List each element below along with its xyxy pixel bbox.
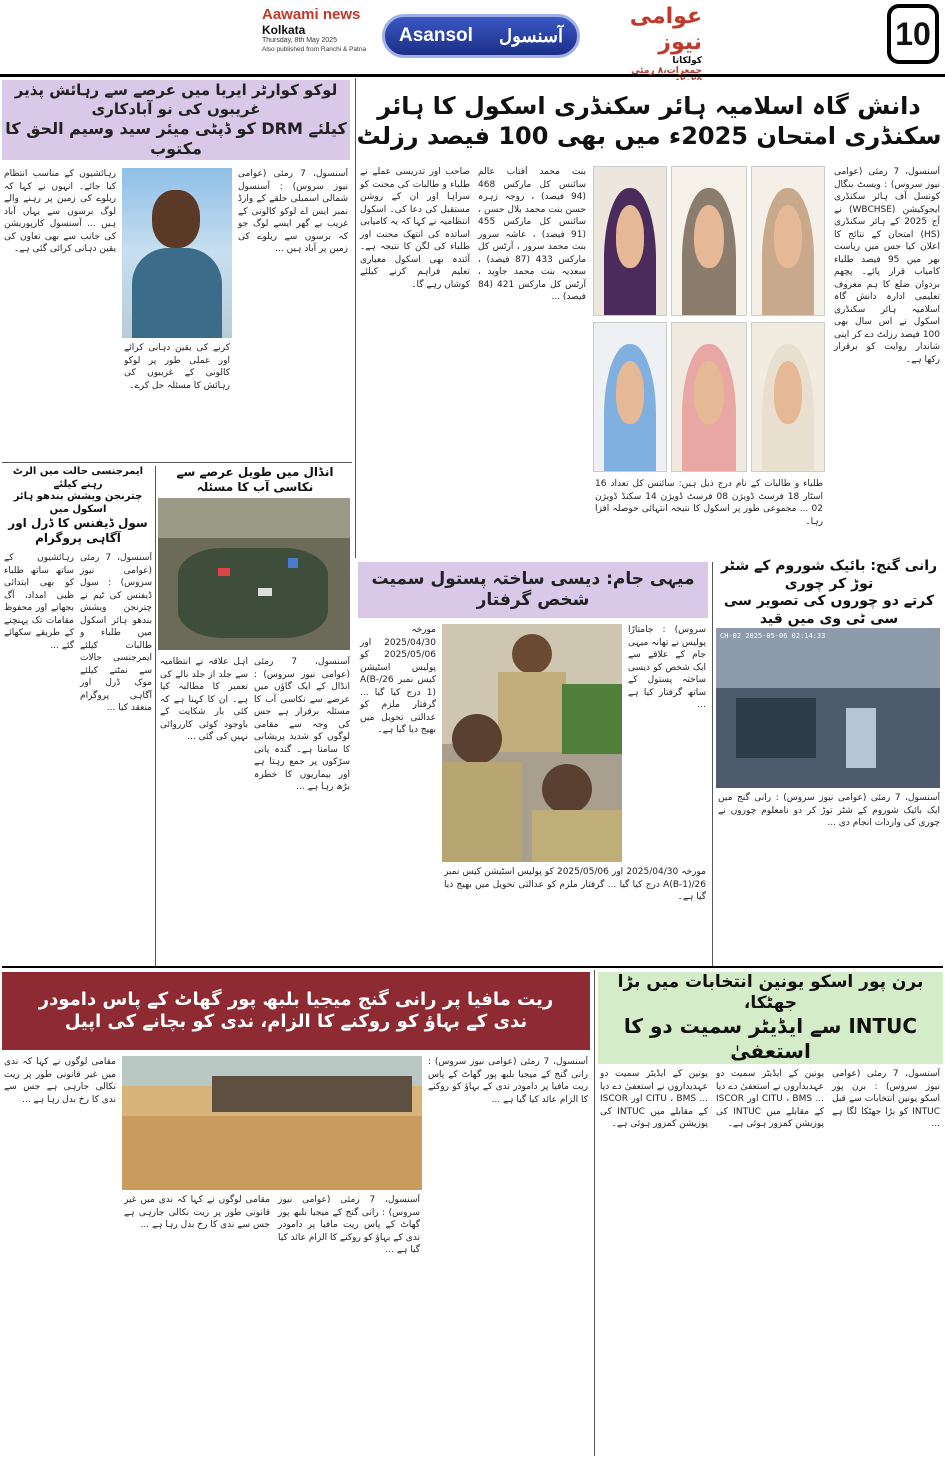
student-photo-5 [671,322,747,472]
school-result-column-3: بنت محمد آفتاب عالم سائنس کل مارکس 468 (94 فیصد) ، زوجہ زہرہ حسن بنت محمد بلال حسن ، سائنس کل مارکس 455 (91 فیصد) ، عاشہ سرور بنت محمد سرور ، آرٹس کل مارکس 433 (87 فیصد) ، سعدیہ بنت محمد جاوید ، آرٹس کل مارکس 421 (84 فیصد) ... [478,167,587,302]
sand-mafia-headline-line2: ندی کے بہاؤ کو روکنے کا الزام، ندی کو بچانے کی اپیل [64,1011,528,1032]
school-result-column-2: طلباء و طالبات کے نام درج ذیل ہیں: سائنس کل تعداد 16 اسٹار 18 فرسٹ ڈویژن 08 فرسٹ ڈویژن 14 سکنڈ ڈویژن 02 ... مجموعی طور پر اسکول کا نتیجہ انتہائی حوصلہ افزا رہا۔ [595,479,823,527]
water-problem-column-2: اہل علاقہ نے انتظامیہ سے جلد از جلد نالے کی تعمیر کا مطالبہ کیا ہے۔ ان کا کہنا ہے کہ کئی بار شکایت کے باوجود کوئی کارروائی نہیں کی گئی ... [160,657,248,742]
date-urdu: جمعرات،۸ رمئی [631,66,702,76]
water-problem-column-1: آسنسول، 7 رمئی (عوامی نیوز سروس) : انڈال کے ایک گاؤں میں عرصے سے نکاسی آب کا مسئلہ برقرار ہے جس کی وجہ سے مقامی لوگوں کو شدید پریشانی کا سامنا ہے۔ گندہ پانی سڑکوں پر جمع رہتا ہے اور بیماریوں کا خطرہ بڑھ رہا ہے ... [254,657,350,792]
date-english: Thursday, 8th May 2025 [262,37,337,44]
also-published: Also published from Ranchi & Patna [262,46,367,53]
city-urdu: کولکاتا [672,56,702,66]
sand-mafia-column-4: مقامی لوگوں نے کہا کہ ندی میں غیر قانونی طور پر ریت نکالی جارہی ہے جس سے ندی کا رخ بدل رہا ہے ... [124,1195,270,1230]
edition-english: Asansol [399,25,473,46]
student-photo-6 [593,322,667,472]
sand-mafia-headline-line1: ریت مافیا پر رانی گنج میجیا بلبھ پور گھاٹ کے پاس دامودر [38,988,554,1010]
union-election-column-2: یونین کے ایڈیٹر سمیت دو عہدیداروں نے استعفیٰ دے دیا ... CITU ، BMS اور ISCOR کے مقابلے میں INTUC کی پوزیشن کمزور ہوئی ہے۔ [716,1069,824,1129]
student-photo-4 [751,322,825,472]
brand-english: Aawami news [262,6,361,23]
loco-colony-headline-line1: لوکو کوارٹر ایریا میں عرصے سے رہائش پذیر غریبوں کی نو آبادکاری [14,81,338,118]
bike-theft-column-1: آسنسول، 7 رمئی (عوامی نیوز سروس) : رانی گنج میں ایک بائیک شوروم کے شٹر توڑ کر دو نامعلوم چوروں نے چوری کی واردات انجام دی ... [718,793,940,828]
divider [155,466,156,966]
page-number: 10 [887,4,939,64]
mock-drill-headline-text: سول ڈیفنس کا ڈرل اور آگاہی پروگرام [8,516,148,545]
union-election-headline [598,972,943,1064]
school-result-headline [355,80,943,162]
bike-theft-headline-line1: رانی گنج: بائیک شوروم کے شٹر توڑ کر چوری [720,558,938,592]
water-problem-headline-text: انڈال میں طویل عرصے سے نکاسی آب کا مسئلہ [176,465,334,494]
mock-drill-kicker-1: ایمرجنسی حالت میں الرٹ رہنے کیلئے [12,466,144,490]
water-problem-headline [158,466,352,494]
divider [2,966,943,968]
divider [594,970,595,1456]
loco-colony-column-3: رہائشیوں کے مناسب انتظام کیا جائے۔ انہوں نے کہا کہ ریلوے کی زمین پر رہنے والے لوگ برسوں سے یہاں آباد ہیں ... آسنسول کارپوریشن کی جانب سے بھی تعاون کی یقین دہانی کرائی گئی ہے۔ [4,169,116,254]
union-election-column-3: یونین کے ایڈیٹر سمیت دو عہدیداروں نے استعفیٰ دے دیا ... CITU ، BMS اور ISCOR کے مقابلے میں INTUC کی پوزیشن کمزور ہوئی ہے۔ [600,1069,708,1129]
cctv-photo [716,628,940,788]
sand-mafia-column-1: آسنسول، 7 رمئی (عوامی نیوز سروس) : رانی گنج کے میجیا بلبھ پور گھاٹ کے پاس ریت مافیا پر دامودر ندی کے بہاؤ کو روکنے کا الزام عائد کیا گیا ہے ... [428,1057,588,1105]
pistol-arrest-column-3: مورخہ 2025/04/30 اور 2025/05/06 کو پولیس اسٹیشن کیس نمبر 26/A(B-1) درج کیا گیا ... گرفتار ملزم کو عدالتی تحویل میں بھیج دیا گیا ہے۔ [444,867,707,902]
school-result-headline-line1: دانش گاہ اسلامیہ ہائر سکنڈری اسکول کا ہائر [377,92,921,120]
union-election-headline-line2: INTUC سے ایڈیٹر سمیت دو کا استعفیٰ [623,1014,918,1064]
sand-mafia-column-3: آسنسول، 7 رمئی (عوامی نیوز سروس) : رانی گنج کے میجیا بلبھ پور گھاٹ کے پاس ریت مافیا پر دامودر ندی کے بہاؤ کو روکنے کا الزام عائد کیا گیا ہے ... [278,1195,420,1255]
divider [2,462,352,463]
edition-urdu: آسنسول [499,25,563,46]
loco-colony-column-1: آسنسول، 7 رمئی (عوامی نیوز سروس) : آسنسول شمالی اسمبلی حلقے کے وارڈ نمبر ایس اے لوکو کالونی کے غریب بے گھر ایسے لوگ جو کہ برسوں سے ریلوے کی زمین پر آباد ہیں ... [238,169,348,254]
loco-colony-headline-line2: کیلئے DRM کو ڈپٹی میئر سید وسیم الحق کا مکتوب [5,118,347,158]
deputy-mayor-photo [122,168,232,338]
mock-drill-kicker-2: چترنجن ویشش بندھو ہائر اسکول میں [13,491,143,515]
sand-mafia-headline [2,972,590,1050]
drainage-photo [158,498,350,650]
brand-urdu: عوامی نیوز [629,4,702,55]
police-press-photo [442,624,622,862]
union-election-headline-line1: برن پور اسکو یونین انتخابات میں بڑا جھٹکا، [617,971,924,1013]
pistol-arrest-headline [358,562,708,618]
school-result-column-1: آسنسول، 7 رمئی (عوامی نیوز سروس) : ویسٹ بنگال کونسل آف ہائر سکنڈری ایجوکیشن (WBCHSE) نے آج 2025 کے ہائر سکنڈری (HS) امتحان کے نتائج کا اعلان کیا جس میں ریاست بھر میں 95 فیصد طلباء کامیاب قرار پائے۔ پچھم بردوان ضلع کا ہم معروف تعلیمی ادارہ دانش گاہ اسلامیہ ہائر سکنڈری اسکول نے اس سال بھی 100 فیصد رزلٹ دے کر اپنی شاندار روایت کو برقرار رکھا ہے۔ [834,167,941,365]
divider [355,78,356,558]
divider [712,562,713,966]
pistol-arrest-headline-text: میہی جام: دیسی ساختہ پستول سمیت شخص گرفتار [371,568,695,610]
masthead-urdu [602,4,702,86]
cctv-timestamp: CH-02 2025-05-06 02:14:33 [720,632,826,640]
masthead [0,0,945,77]
student-photo-1 [751,166,825,316]
pistol-arrest-column-2: مورخہ 2025/04/30 اور 2025/05/06 کو پولیس اسٹیشن کیس نمبر 26/A(B-1) درج کیا گیا ... گرفتار ملزم کو عدالتی تحویل میں بھیج دیا گیا ہے۔ [360,625,436,735]
mock-drill-headline [2,466,154,546]
masthead-english [262,6,372,53]
pistol-arrest-column-1: سروس) : جامتاڑا پولیس نے تھانہ میہی جام کے علاقے سے ایک شخص کو دیسی ساختہ پستول کے ساتھ گرفتار کیا ہے ... [628,625,706,710]
bike-theft-headline [716,558,942,627]
student-photo-3 [593,166,667,316]
mock-drill-column-2: رہائشیوں کے ساتھ ساتھ طلباء کو بھی ابتدائی طبی امداد، آگ بجھانے اور محفوظ مقامات تک پہنچنے کے طریقے سکھائے گئے ... [4,553,74,651]
loco-colony-headline [2,80,350,160]
mock-drill-column-1: آسنسول، 7 رمئی (عوامی نیوز سروس) : سول ڈیفنس کی ٹیم نے چترنجن ویشش بندھو ہائر اسکول میں طلباء و طالبات کیلئے ایمرجنسی حالات سے نمٹنے کیلئے موک ڈرل اور آگاہی پروگرام منعقد کیا ... [80,553,152,713]
city-english: Kolkata [262,23,306,37]
school-result-headline-line2: سکنڈری امتحان 2025ء میں بھی 100 فیصد رزلٹ [356,122,942,150]
loco-colony-column-2: کرنے کی یقین دہانی کرائے اور عملی طور پر لوکو کالونی کے غریبوں کی رہائش کا مسئلہ حل کرے۔ [124,343,230,391]
sand-site-photo [122,1056,422,1190]
edition-badge [382,14,580,58]
school-result-column-4: صاحب اور تدریسی عملے نے طلباء و طالبات کی محنت کو سراہا اور ان کے روشن مستقبل کی دعا کی۔ اسکول انتظامیہ نے کہا کہ یہ کامیابی اساتذہ کی انتھک محنت اور طلباء کی لگن کا نتیجہ ہے۔ آئندہ بھی اسکول معیاری تعلیم فراہم کرنے کیلئے کوشاں رہے گا۔ [360,167,470,290]
union-election-column-1: آسنسول، 7 رمئی (عوامی نیوز سروس) : برن پور اسکو یونین انتخابات سے قبل INTUC کو بڑا جھٹکا لگا ہے ... [832,1069,940,1129]
student-photo-2 [671,166,747,316]
bike-theft-headline-line2: کرتے دو چوروں کی تصویر سی سی ٹی وی میں قید [723,593,935,627]
sand-mafia-column-2: مقامی لوگوں نے کہا کہ ندی میں غیر قانونی طور پر ریت نکالی جارہی ہے جس سے ندی کا رخ بدل رہا ہے ... [4,1057,116,1105]
